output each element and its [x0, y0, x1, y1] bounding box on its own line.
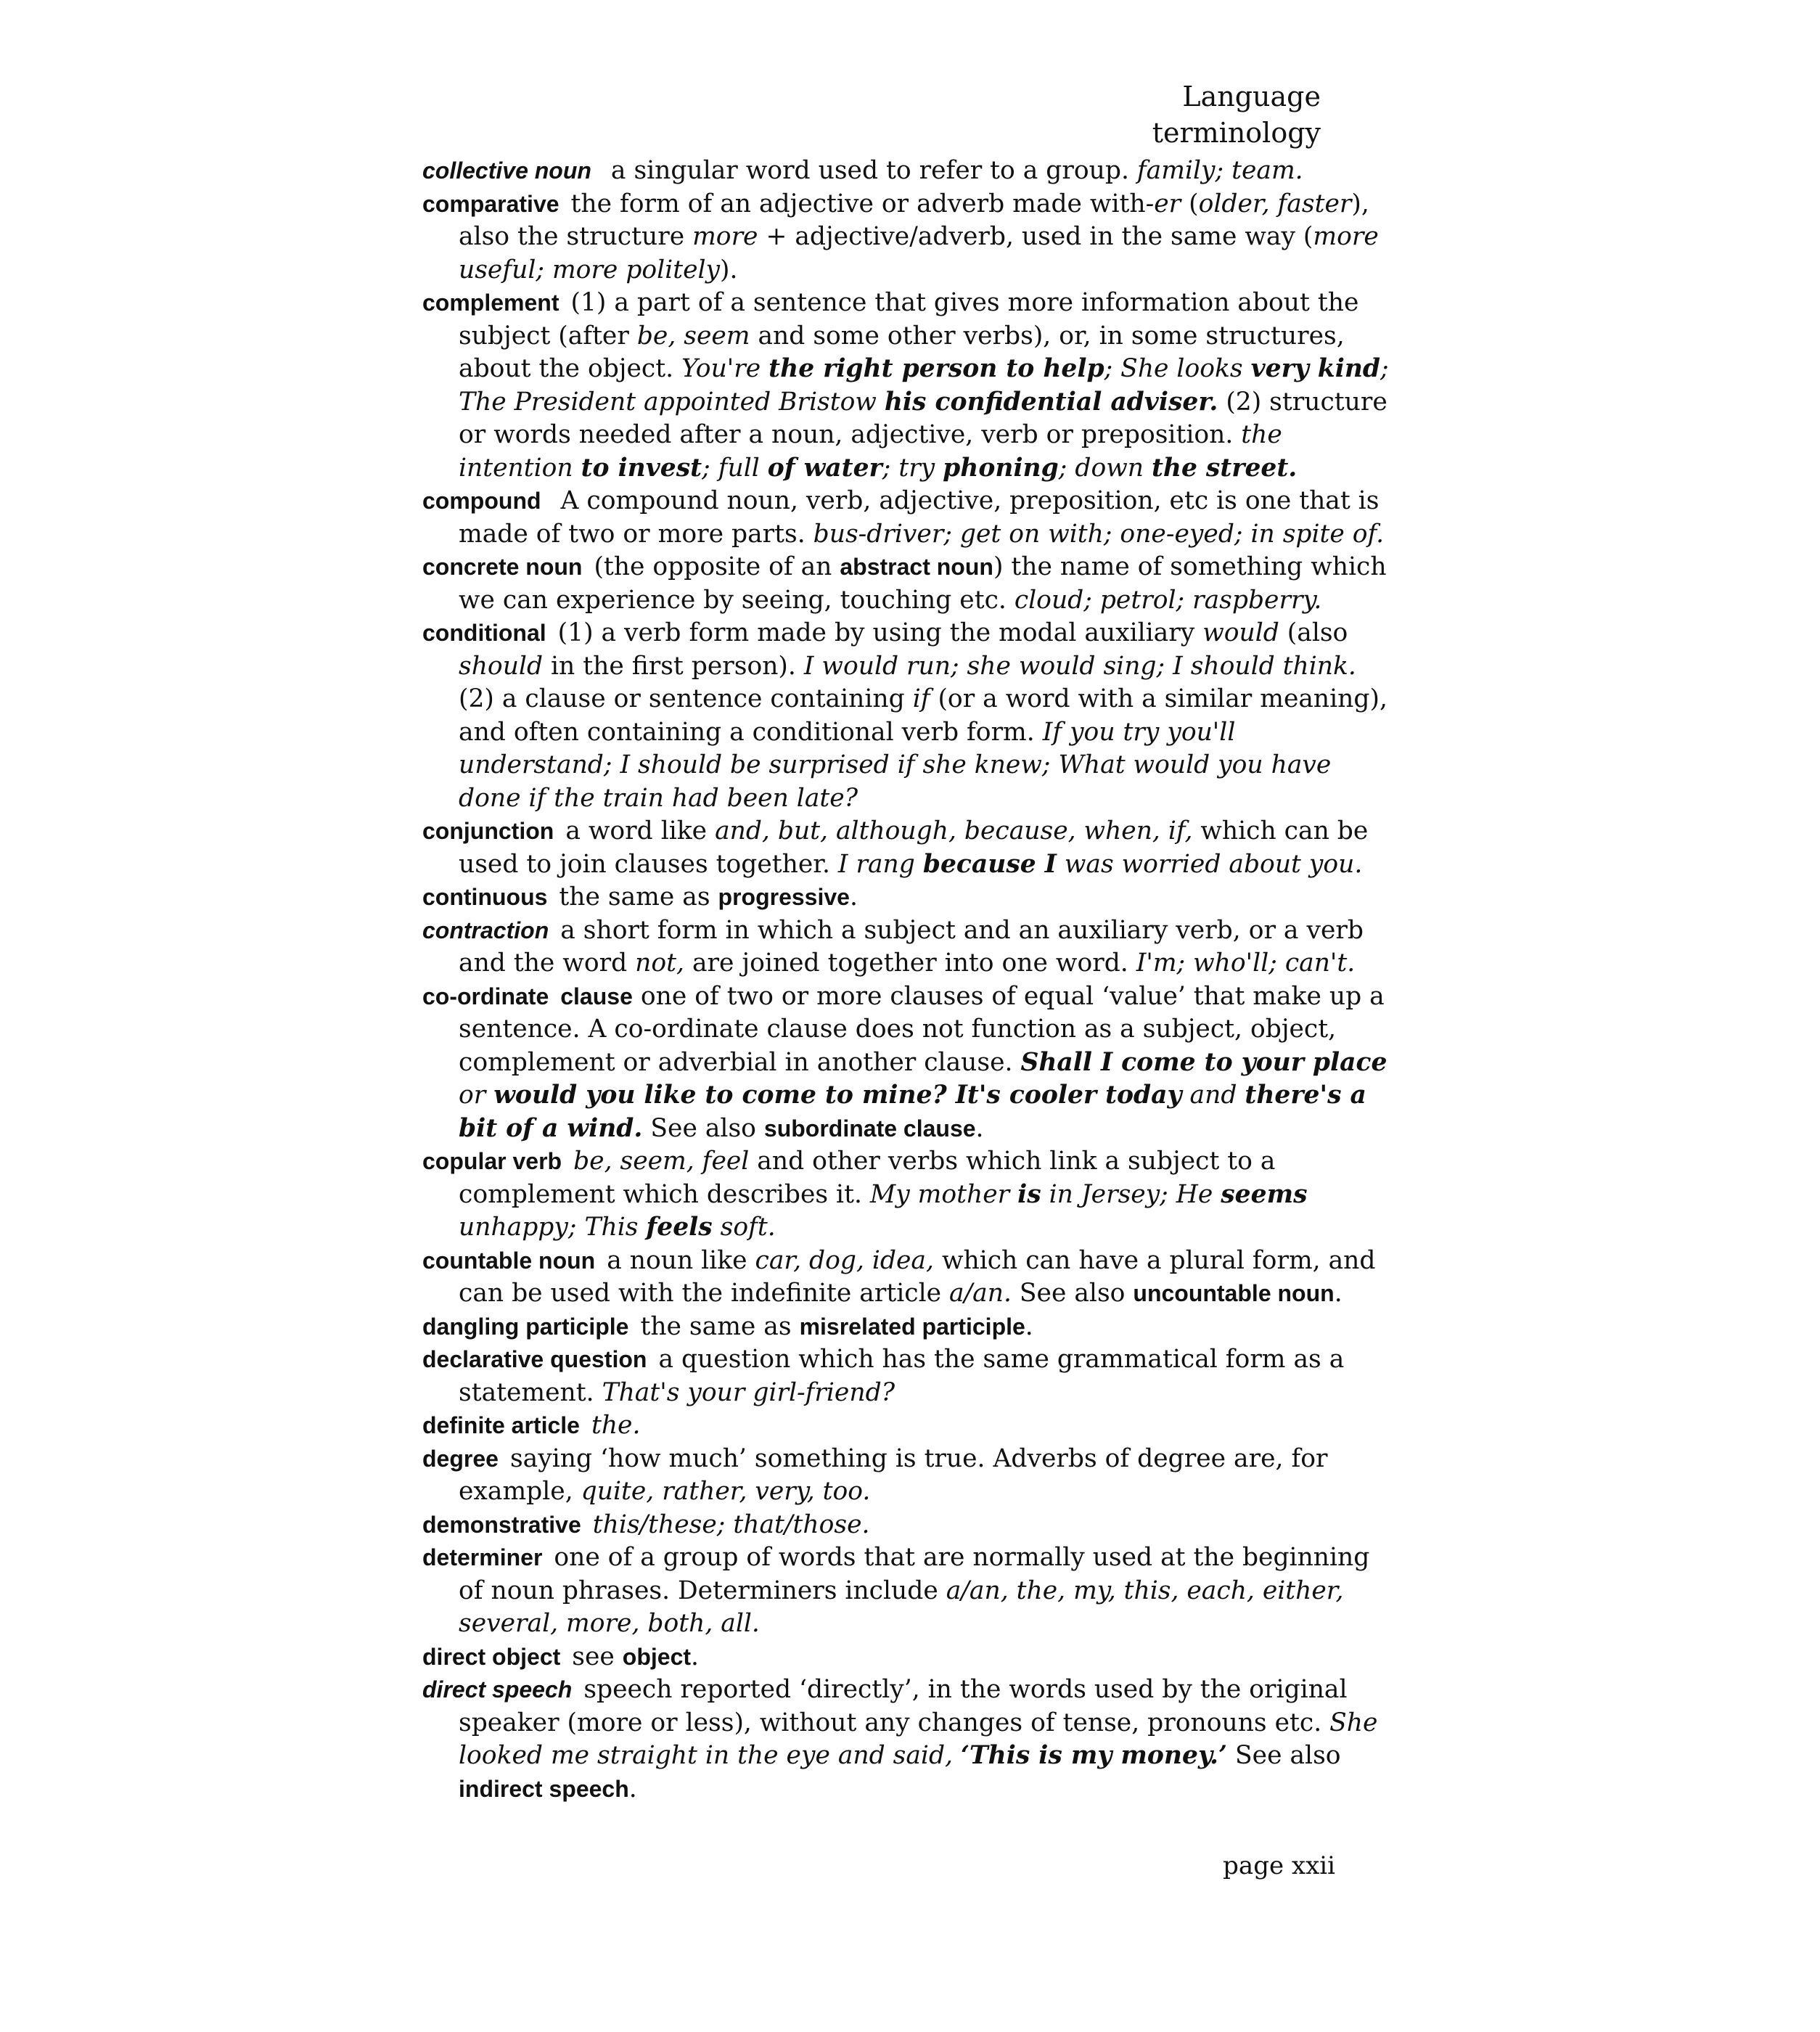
entry-direct-object: [422, 1641, 1395, 1674]
term: co-ordinate: [422, 983, 549, 1009]
example: ; full: [702, 453, 768, 483]
term: continuous: [422, 884, 548, 910]
term: direct object: [422, 1643, 561, 1670]
definition: the form of an adjective or adverb made with: [570, 189, 1146, 218]
example-highlight: phoning: [943, 453, 1059, 483]
example: ; try: [882, 453, 943, 483]
running-head: Language terminology: [1152, 81, 1321, 149]
entry-direct-speech: [422, 1673, 1395, 1806]
example: this/these; that/those.: [592, 1509, 870, 1539]
entry-compound: [422, 485, 1395, 551]
term: countable noun: [422, 1247, 596, 1274]
entry-comparative: [422, 188, 1395, 287]
entry-continuous: [422, 881, 1395, 914]
cross-reference: progressive: [718, 884, 850, 910]
example: a/an, the, my, this, each, either, several, more, both, all.: [459, 1576, 1344, 1638]
cross-reference: misrelated participle: [799, 1313, 1025, 1340]
example: I'm; who'll; can't.: [1136, 949, 1356, 978]
cross-reference: object: [622, 1643, 692, 1670]
example: I would run; she would sing; I should think.: [803, 651, 1356, 681]
example: a/an.: [948, 1279, 1012, 1308]
term: clause: [560, 983, 633, 1009]
example: more: [692, 222, 758, 251]
entry-degree: [422, 1443, 1395, 1509]
term: definite article: [422, 1412, 580, 1438]
entry-declarative-question: [422, 1343, 1395, 1409]
entry-countable-noun: [422, 1245, 1395, 1311]
definition: the same as: [559, 882, 718, 911]
entry-complement: [422, 287, 1395, 485]
definition: See also: [1227, 1741, 1341, 1770]
term: determiner: [422, 1544, 543, 1570]
cross-reference: indirect speech: [459, 1775, 629, 1802]
term: declarative question: [422, 1346, 647, 1372]
definition: See also: [1011, 1279, 1134, 1308]
example: ; She looks: [1104, 354, 1251, 383]
definition: saying ‘how much’ something is true. Adverbs of degree are, for example,: [459, 1443, 1328, 1506]
definition: (2) a clause or sentence containing: [459, 684, 913, 713]
definition: a noun like: [607, 1245, 755, 1275]
example: My mother: [869, 1179, 1018, 1209]
example: be, seem: [636, 321, 750, 351]
definition: ) the name of something which we can experience by seeing, touching etc.: [459, 552, 1387, 615]
example-highlight: would you like to come to mine? It's cooler today: [493, 1081, 1182, 1110]
term: collective noun: [422, 157, 591, 184]
definition: ).: [720, 255, 738, 284]
example: and, but, although, because, when, if,: [715, 816, 1193, 845]
definition: a question which has the same grammatical form as a statement.: [459, 1345, 1345, 1407]
example: She looked me straight in the eye and said,: [459, 1708, 1378, 1770]
example-highlight: to invest: [581, 453, 702, 483]
example: If you try you'll understand; I should be surprised if she knew; What would you have done if the train had been late?: [459, 717, 1332, 813]
entry-demonstrative: [422, 1509, 1395, 1542]
definition: in the first person).: [543, 651, 804, 681]
definition: ), also the structure: [459, 189, 1369, 251]
term: direct speech: [422, 1676, 573, 1703]
entry-collective-noun: [422, 155, 1395, 188]
definition: (2) structure or words needed after a noun, adjective, verb or preposition.: [459, 387, 1387, 449]
definition: a word like: [565, 816, 716, 845]
example: cloud; petrol; raspberry.: [1014, 585, 1322, 615]
example: ; The President appointed Bristow: [459, 354, 1389, 417]
term: contraction: [422, 917, 549, 943]
example: You're: [681, 354, 769, 383]
example: and: [1181, 1081, 1245, 1110]
term: complement: [422, 290, 559, 316]
example-highlight: his confidential adviser.: [884, 387, 1218, 417]
definition: a singular word used to refer to a group.: [610, 156, 1129, 185]
example: quite, rather, very, too.: [581, 1477, 871, 1506]
definition: a short form in which a subject and an auxiliary verb, or a verb and the word: [459, 915, 1364, 978]
definition: .: [1025, 1311, 1033, 1341]
term: comparative: [422, 190, 559, 217]
glossary-entries: [422, 155, 1395, 1806]
definition: .: [691, 1642, 699, 1671]
example: That's your girl-friend?: [602, 1377, 895, 1407]
term: conjunction: [422, 818, 554, 844]
term: dangling participle: [422, 1313, 629, 1340]
cross-reference: subordinate clause: [763, 1115, 976, 1142]
definition: (also: [1279, 618, 1348, 647]
definition: (: [1181, 189, 1199, 218]
term: concrete noun: [422, 554, 583, 580]
definition: (the opposite of an: [594, 552, 840, 581]
example: more useful; more politely: [459, 222, 1379, 284]
example: not,: [635, 949, 684, 978]
example: would: [1202, 618, 1279, 647]
term: degree: [422, 1445, 499, 1472]
definition: (1) a part of a sentence that gives more information about the subject (after: [459, 288, 1359, 351]
term: compound: [422, 488, 541, 514]
entry-co-ordinate-clause: [422, 980, 1395, 1146]
example-highlight: is: [1017, 1179, 1041, 1209]
definition: see: [572, 1642, 623, 1671]
example: be, seem, feel: [573, 1147, 750, 1176]
definition: + adjective/adverb, used in the same way (: [758, 222, 1313, 251]
example-highlight: feels: [646, 1213, 713, 1242]
example: unhappy; This: [459, 1213, 647, 1242]
definition: which can be used to join clauses together.: [459, 816, 1369, 879]
example: car, dog, idea,: [755, 1245, 934, 1275]
entry-copular-verb: [422, 1145, 1395, 1245]
definition: .: [1334, 1279, 1343, 1308]
definition: (or a word with a similar meaning), and often containing a conditional verb form.: [459, 684, 1387, 747]
example: the intention: [459, 420, 1282, 483]
entry-conjunction: [422, 815, 1395, 881]
example: older, faster: [1198, 189, 1352, 218]
cross-reference: uncountable noun: [1133, 1280, 1335, 1306]
example: the.: [591, 1411, 641, 1440]
definition: and some other verbs), or, in some structures, about the object.: [459, 321, 1345, 383]
example: ; down: [1058, 453, 1152, 483]
definition: one of a group of words that are normally used at the beginning of noun phrases. Determiners include: [459, 1543, 1370, 1605]
definition: are joined together into one word.: [684, 949, 1136, 978]
example-highlight: there's a bit of a wind.: [459, 1081, 1366, 1143]
example-highlight: seems: [1221, 1179, 1308, 1209]
definition: speech reported ‘directly’, in the words used by the original speaker (more or less), without any changes of tense, pronouns etc.: [459, 1675, 1348, 1737]
example-highlight: because I: [922, 849, 1057, 879]
term: copular verb: [422, 1148, 562, 1174]
example: should: [459, 651, 544, 681]
definition: .: [975, 1113, 984, 1143]
definition: the same as: [640, 1311, 800, 1341]
example-highlight: the right person to help: [768, 354, 1104, 383]
definition: and other verbs which link a subject to a complement which describes it.: [459, 1147, 1276, 1209]
page-number: page xxii: [1223, 1851, 1335, 1880]
example-highlight: of water: [767, 453, 882, 483]
example: soft.: [712, 1213, 776, 1242]
definition: (1) a verb form made by using the modal auxiliary: [557, 618, 1203, 647]
example: I rang: [837, 849, 923, 879]
example: in Jersey; He: [1041, 1179, 1221, 1209]
entry-determiner: [422, 1541, 1395, 1641]
example: was worried about you.: [1056, 849, 1363, 879]
term: demonstrative: [422, 1511, 581, 1538]
example-highlight: Shall I come to your place: [1020, 1047, 1387, 1077]
example-highlight: ‘This is my money.’: [961, 1741, 1228, 1770]
example: -er: [1145, 189, 1181, 218]
example-highlight: very kind: [1250, 354, 1381, 383]
definition: See also: [642, 1113, 764, 1143]
example: family; team.: [1136, 156, 1303, 185]
example: bus-driver; get on with; one-eyed; in spite of.: [813, 519, 1385, 549]
entry-concrete-noun: [422, 551, 1395, 617]
definition: .: [628, 1774, 637, 1803]
example: or: [459, 1081, 494, 1110]
entry-conditional: [422, 617, 1395, 815]
term: conditional: [422, 620, 546, 646]
example-highlight: the street.: [1151, 453, 1298, 483]
definition: which can have a plural form, and can be used with the indefinite article: [459, 1245, 1376, 1308]
definition: one of two or more clauses of equal ‘value’ that make up a sentence. A co-ordinate clause does not function as a subject, object, complement or adverbial in another clause.: [459, 981, 1385, 1077]
example: if: [912, 684, 930, 713]
entry-dangling-participle: [422, 1311, 1395, 1344]
entry-contraction: [422, 914, 1395, 980]
definition: A compound noun, verb, adjective, preposition, etc is one that is made of two or more parts.: [459, 486, 1380, 549]
entry-definite-article: [422, 1409, 1395, 1443]
cross-reference: abstract noun: [840, 554, 993, 580]
definition: .: [849, 882, 858, 911]
